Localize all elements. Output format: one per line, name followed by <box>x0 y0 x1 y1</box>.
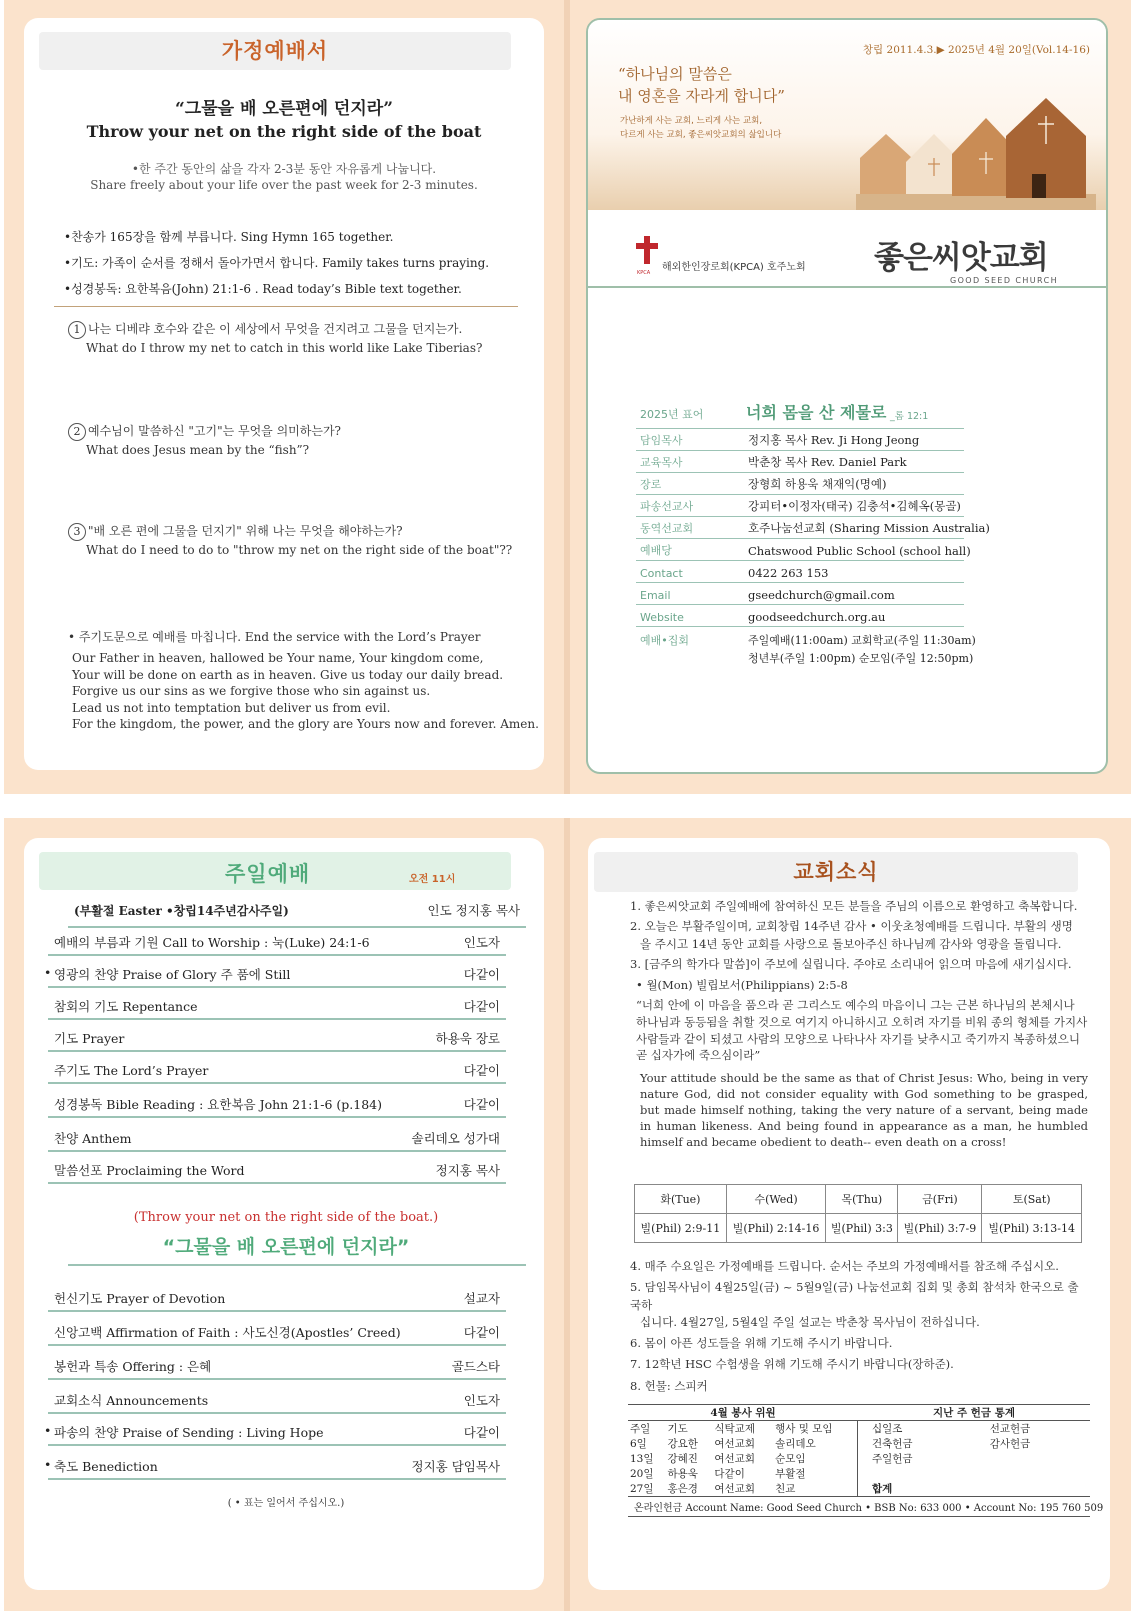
order-item <box>48 1092 506 1118</box>
established-volume: 창립 2011.4.3.▶ 2025년 4월 20일(Vol.14-16) <box>862 44 1090 56</box>
sunday-header <box>39 852 511 890</box>
order-item <box>48 962 506 988</box>
duty-cell: 행사 및 모임 <box>775 1423 833 1435</box>
duty-cell: 여선교회 <box>714 1453 755 1465</box>
info-value: Chatswood Public School (school hall) <box>748 544 971 558</box>
roster-block <box>628 1404 1104 1517</box>
reading-cell: 빌(Phil) 3:3 <box>826 1214 898 1243</box>
duty-cell: 강혜진 <box>667 1453 698 1465</box>
step-prayer: •기도: 가족이 순서를 정해서 돌아가면서 합니다. Family takes turns praying. <box>64 256 490 270</box>
home-worship-panel <box>24 18 544 770</box>
order-label: 헌신기도 Prayer of Devotion <box>54 1291 226 1306</box>
home-worship-header <box>39 32 511 70</box>
order-item <box>48 1454 506 1480</box>
day-cell: 수(Wed) <box>726 1185 826 1214</box>
info-key: 파송선교사 <box>640 500 694 513</box>
order-item <box>48 1354 506 1380</box>
info-value: goodseedchurch.org.au <box>748 610 886 624</box>
duty-cell: 부활절 <box>775 1468 806 1480</box>
theme-ko: “그물을 배 오른편에 던지라” <box>175 99 393 119</box>
duty-cell: 친교 <box>775 1483 796 1495</box>
stats-cell <box>988 1481 1090 1496</box>
duty-title: 4월 봉사 위원 <box>710 1407 776 1419</box>
duty-cell: 식탁교제 <box>714 1423 755 1435</box>
share-en: Share freely about your life over the past week for 2-3 minutes. <box>90 178 478 192</box>
cover-slogan <box>618 64 785 108</box>
info-email <box>636 584 964 605</box>
order-label: 예배의 부름과 기원 Call to Worship : 눅(Luke) 24:1-6 <box>54 935 370 950</box>
order-item <box>48 1058 506 1084</box>
news-item-7: 7. 12학년 HSC 수험생을 위해 기도해 주시기 바랍니다(장하준). <box>630 1357 954 1372</box>
reading-days-row <box>635 1185 1082 1214</box>
occasion: (부활절 Easter •창립14주년감사주일) <box>74 904 289 918</box>
duty-cell: 다같이 <box>714 1468 745 1480</box>
stats-row <box>858 1451 1090 1466</box>
order-mid-rule <box>68 1264 526 1266</box>
stats-cell <box>988 1451 1090 1466</box>
service-times <box>748 632 976 667</box>
duty-cell: 홍은경 <box>667 1483 698 1495</box>
day-cell: 금(Fri) <box>898 1185 982 1214</box>
order-label: 찬양 Anthem <box>54 1131 132 1146</box>
question-number: 1 <box>68 321 86 339</box>
news-header <box>594 852 1078 892</box>
order-label: • 축도 Benediction <box>54 1457 158 1475</box>
step-hymn: •찬송가 165장을 함께 부릅니다. Sing Hymn 165 together. <box>64 230 394 244</box>
reading-cell: 빌(Phil) 2:9-11 <box>635 1214 727 1243</box>
news-item-5b: 십니다. 4월27일, 5월4일 주일 설교는 박춘창 목사님이 전하십니다. <box>640 1314 980 1329</box>
lords-prayer <box>72 650 539 733</box>
sunday-title: 주일예배 <box>225 862 311 886</box>
prayer-line: Forgive us our sins as we forgive those who sin against us. <box>72 684 431 699</box>
question-ko: 나는 디베랴 호수와 같은 이 세상에서 무엇을 건지려고 그물을 던지는가. <box>88 322 463 336</box>
stats-cell <box>988 1466 1090 1481</box>
order-item <box>48 994 506 1020</box>
share-ko: •한 주간 동안의 삶을 각자 2-3분 동안 자유롭게 나눕니다. <box>131 162 437 176</box>
info-key: Email <box>640 589 671 602</box>
news-title: 교회소식 <box>793 860 879 884</box>
news-items <box>630 898 1088 1150</box>
info-value: 장형희 하용욱 채재익(명예) <box>748 477 887 491</box>
info-value: gseedchurch@gmail.com <box>748 588 895 602</box>
stats-cell: 건축헌금 <box>872 1438 913 1450</box>
info-key: 교육목사 <box>640 456 683 469</box>
slogan-line: 내 영혼을 자라게 합니다” <box>618 86 785 105</box>
order-label: 말씀선포 Proclaiming the Word <box>54 1163 245 1178</box>
verse-ko: “너희 안에 이 마음을 품으라 곧 그리스도 예수의 마음이니 그는 근본 하나님의 본체시나 하나님과 동등됨을 취할 것으로 여기지 아니하시고 오히려 자기를 비워 종의 형체를 가지사 사람들과 같이 되셨고 사람의 모양으로 나타나사 자기를 낮추시고 죽기까지 복종하셨으니 곧 십자가에 죽으심이라” <box>636 998 1088 1063</box>
fold-line <box>564 818 570 1611</box>
info-education-pastor <box>636 452 964 473</box>
offering-stats-table <box>858 1421 1090 1496</box>
order-leader: 골드스타 <box>451 1359 500 1374</box>
order-item <box>48 1126 506 1152</box>
kpca-label: KPCA <box>637 270 651 276</box>
question-number: 2 <box>68 423 86 441</box>
stats-cell: 십일조 <box>872 1423 903 1435</box>
question-en: What does Jesus mean by the “fish”? <box>86 443 310 457</box>
stats-total-label: 합계 <box>872 1483 893 1495</box>
order-leader: 다같이 <box>463 999 500 1014</box>
order-leader: 정지홍 목사 <box>435 1163 500 1178</box>
news-item-6: 6. 몸이 아픈 성도들을 위해 기도해 주시기 바랍니다. <box>630 1336 893 1350</box>
order-item <box>48 1388 506 1414</box>
prayer-line: Our Father in heaven, hallowed be Your name, Your kingdom come, <box>72 651 484 665</box>
order-leader: 솔리데오 성가대 <box>411 1131 500 1146</box>
reading-monday: • 월(Mon) 빌립보서(Philippians) 2:5-8 <box>636 978 848 992</box>
info-key: 담임목사 <box>640 434 683 447</box>
info-value: 강피터•이정자(태국) 김충석•김혜옥(몽골) <box>748 499 961 513</box>
news-items-lower <box>630 1258 1088 1395</box>
info-missionaries <box>636 496 964 517</box>
order-label: 주기도 The Lord’s Prayer <box>54 1063 209 1078</box>
question-3 <box>68 522 528 560</box>
church-name-en: GOOD SEED CHURCH <box>950 276 1059 285</box>
service-line: 청년부(주일 1:00pm) 순모임(주일 12:50pm) <box>748 651 974 665</box>
sunday-time: 오전 11시 <box>409 874 456 885</box>
order-leader: 인도자 <box>463 935 500 950</box>
subtitle-line: 다르게 사는 교회, 좋은씨앗교회의 삶입니다 <box>620 130 782 141</box>
news-item-4: 4. 매주 수요일은 가정예배를 드립니다. 순서는 주보의 가정예배서를 참조해 주십시오. <box>630 1259 1059 1273</box>
order-label: 봉헌과 특송 Offering : 은혜 <box>54 1359 212 1374</box>
order-leader: 다같이 <box>463 1325 500 1340</box>
order-top-rule <box>68 926 526 928</box>
question-number: 3 <box>68 523 86 541</box>
question-ko: 예수님이 말씀하신 "고기"는 무엇을 의미하는가? <box>88 424 341 438</box>
duty-cell: 순모임 <box>775 1453 806 1465</box>
order-label: • 영광의 찬양 Praise of Glory 주 품에 Still <box>54 965 290 983</box>
duty-cell: 여선교회 <box>714 1438 755 1450</box>
order-leader: 설교자 <box>463 1291 500 1306</box>
question-en: What do I throw my net to catch in this world like Lake Tiberias? <box>86 341 483 355</box>
sermon-title-ko: “그물을 배 오른편에 던지라” <box>162 1236 410 1258</box>
step-reading: •성경봉독: 요한복음(John) 21:1-6 . Read today’s Bible text together. <box>64 282 462 296</box>
info-key: Contact <box>640 567 683 580</box>
news-item-1: 1. 좋은씨앗교회 주일예배에 참여하신 모든 분들을 주님의 이름으로 환영하고 축복합니다. <box>630 899 1078 913</box>
order-leader: 하용욱 장로 <box>435 1031 500 1046</box>
standing-footnote: ( • 표는 일어서 주십시오.) <box>227 1498 345 1509</box>
info-value: 박춘창 목사 Rev. Daniel Park <box>748 455 907 469</box>
duty-cell: 강요한 <box>667 1438 698 1450</box>
order-label: • 파송의 찬양 Praise of Sending : Living Hope <box>54 1423 324 1441</box>
home-worship-title: 가정예배서 <box>221 39 329 63</box>
duty-cell: 20일 <box>630 1468 654 1480</box>
bulletin-sheet-outside <box>4 0 1131 794</box>
duty-header-row <box>628 1421 858 1436</box>
duty-cell: 13일 <box>630 1453 654 1465</box>
duty-cell: 하용욱 <box>667 1468 698 1480</box>
stats-title: 지난 주 헌금 통계 <box>933 1407 1015 1419</box>
bulletin-sheet-inside <box>4 818 1131 1611</box>
order-leader: 다같이 <box>463 1425 500 1440</box>
order-label: 성경봉독 Bible Reading : 요한복음 John 21:1-6 (p.184) <box>54 1097 382 1112</box>
info-venue <box>636 540 971 561</box>
weekly-reading-table <box>634 1184 1082 1243</box>
question-2 <box>68 422 528 460</box>
stats-row <box>858 1481 1090 1496</box>
news-item-8: 8. 헌물: 스피커 <box>630 1378 708 1393</box>
info-elders <box>636 474 964 495</box>
duty-row <box>628 1451 858 1466</box>
info-value: 정지홍 목사 Rev. Ji Hong Jeong <box>748 433 920 447</box>
question-1 <box>68 320 528 358</box>
duty-cell: 기도 <box>667 1423 688 1435</box>
motto: 너희 몸을 산 제물로 <box>746 403 887 422</box>
order-item <box>48 1026 506 1052</box>
question-ko: "배 오른 편에 그물을 던지기" 위해 나는 무엇을 해야하는가? <box>88 524 403 538</box>
day-cell: 토(Sat) <box>982 1185 1082 1214</box>
reading-cell: 빌(Phil) 3:7-9 <box>898 1214 982 1243</box>
duty-cell: 27일 <box>630 1483 654 1495</box>
reading-cell: 빌(Phil) 2:14-16 <box>726 1214 826 1243</box>
stats-row <box>858 1421 1090 1436</box>
duty-cell: 6일 <box>630 1438 647 1450</box>
sunday-occasion-row <box>68 898 526 922</box>
reading-refs-row <box>635 1214 1082 1243</box>
theme-en: Throw your net on the right side of the boat <box>86 122 482 141</box>
denomination: 해외한인장로회(KPCA) 호주노회 <box>662 262 806 273</box>
duty-row <box>628 1466 858 1481</box>
news-item-5a: 5. 담임목사님이 4월25일(금) ~ 5월9일(금) 나눔선교회 집회 및 총회 참석차 한국으로 출국하 <box>630 1280 1079 1312</box>
order-leader: 인도자 <box>463 1393 500 1408</box>
cover-divider <box>588 286 1106 288</box>
divider <box>54 306 518 307</box>
info-key: Website <box>640 611 684 624</box>
info-senior-pastor <box>636 430 964 451</box>
info-value: 0422 263 153 <box>748 566 829 580</box>
order-leader: 다같이 <box>463 967 500 982</box>
stats-cell <box>858 1466 988 1481</box>
duty-row <box>628 1436 858 1451</box>
cover-subtitle <box>620 114 781 143</box>
info-key: 동역선교회 <box>640 522 694 535</box>
day-cell: 목(Thu) <box>826 1185 898 1214</box>
sermon-title-en: (Throw your net on the right side of the boat.) <box>133 1210 439 1225</box>
order-item <box>48 1158 506 1184</box>
verse-en: Your attitude should be the same as that of Christ Jesus: Who, being in very nature God, did not consider equality with God something to be grasped, but made himself nothing, taking the very nature of a servant, being made in human likeness. And being found in appearance as a man, he humbled himself and became obedient to death-- even death on a cross! <box>640 1070 1088 1150</box>
stats-cell: 선교헌금 <box>989 1423 1031 1435</box>
stats-cell: 주일헌금 <box>872 1453 913 1465</box>
stats-row <box>858 1466 1090 1481</box>
order-leader: 다같이 <box>463 1097 500 1112</box>
info-partner-mission <box>636 518 990 539</box>
service-line: 주일예배(11:00am) 교회학교(주일 11:30am) <box>748 634 976 647</box>
question-en: What do I need to do to "throw my net on the right side of the boat"?? <box>86 543 513 557</box>
roster-body <box>628 1421 1090 1496</box>
duty-table <box>628 1421 858 1496</box>
prayer-line: For the kingdom, the power, and the glory are Yours now and forever. Amen. <box>72 717 539 732</box>
subtitle-line: 가난하게 사는 교회, 느리게 사는 교회, <box>620 116 763 126</box>
motto-label: 2025년 표어 <box>640 408 704 421</box>
prayer-line: Lead us not into temptation but deliver us from evil. <box>72 700 391 715</box>
order-item <box>48 1286 506 1312</box>
order-item <box>48 930 506 956</box>
info-value: 호주나눔선교회 (Sharing Mission Australia) <box>748 521 990 535</box>
online-offering: 온라인헌금 Account Name: Good Seed Church • BSB No: 633 000 • Account No: 195 760 509 <box>628 1496 1090 1516</box>
order-leader: 정지홍 담임목사 <box>411 1459 500 1474</box>
info-website <box>636 606 964 627</box>
order-label: 기도 Prayer <box>54 1031 125 1046</box>
stats-cell: 감사헌금 <box>989 1438 1031 1450</box>
news-item-2b: 을 주시고 14년 동안 교회를 사랑으로 돌보아주신 하나님께 감사와 영광을 돌립니다. <box>640 936 1062 951</box>
stats-row <box>858 1436 1090 1451</box>
info-key: 예배당 <box>640 544 672 557</box>
order-label: 참회의 기도 Repentance <box>54 999 198 1014</box>
kpca-cross-icon <box>636 236 658 270</box>
order-item <box>48 1420 506 1446</box>
duty-row <box>628 1481 858 1496</box>
info-contact <box>636 562 964 583</box>
motto-underline <box>636 428 964 429</box>
prayer-line: Your will be done on earth as in heaven. Give us today our daily bread. <box>72 667 504 682</box>
roster-titles <box>628 1405 1090 1421</box>
order-label: 신앙고백 Affirmation of Faith : 사도신경(Apostles’ Creed) <box>54 1325 401 1340</box>
info-key: 장로 <box>640 478 662 491</box>
order-leader: 다같이 <box>463 1063 500 1078</box>
church-name-ko: 좋은씨앗교회 <box>874 240 1048 276</box>
service-label: 예배•집회 <box>640 634 689 647</box>
reading-cell: 빌(Phil) 3:13-14 <box>982 1214 1082 1243</box>
news-item-3: 3. [금주의 학가다 말씀]이 주보에 실립니다. 주야로 소리내어 읽으며 마음에 새기십시다. <box>630 956 1072 971</box>
duty-cell: 주일 <box>630 1423 651 1435</box>
slogan-line: “하나님의 말씀은 <box>618 65 732 83</box>
wooden-houses-image <box>856 98 1096 210</box>
duty-cell: 솔리데오 <box>775 1438 816 1450</box>
duty-cell: 여선교회 <box>714 1483 755 1495</box>
order-item <box>48 1320 506 1346</box>
motto-ref: _롬 12:1 <box>890 411 929 422</box>
fold-line <box>564 0 570 794</box>
closing-intro: • 주기도문으로 예배를 마칩니다. End the service with the Lord’s Prayer <box>68 630 481 644</box>
news-item-2a: 2. 오늘은 부활주일이며, 교회창립 14주년 감사 • 이웃초청예배를 드립니다. 부활의 생명 <box>630 919 1073 934</box>
day-cell: 화(Tue) <box>635 1185 727 1214</box>
leader: 인도 정지홍 목사 <box>427 903 520 918</box>
order-label: 교회소식 Announcements <box>54 1393 209 1408</box>
